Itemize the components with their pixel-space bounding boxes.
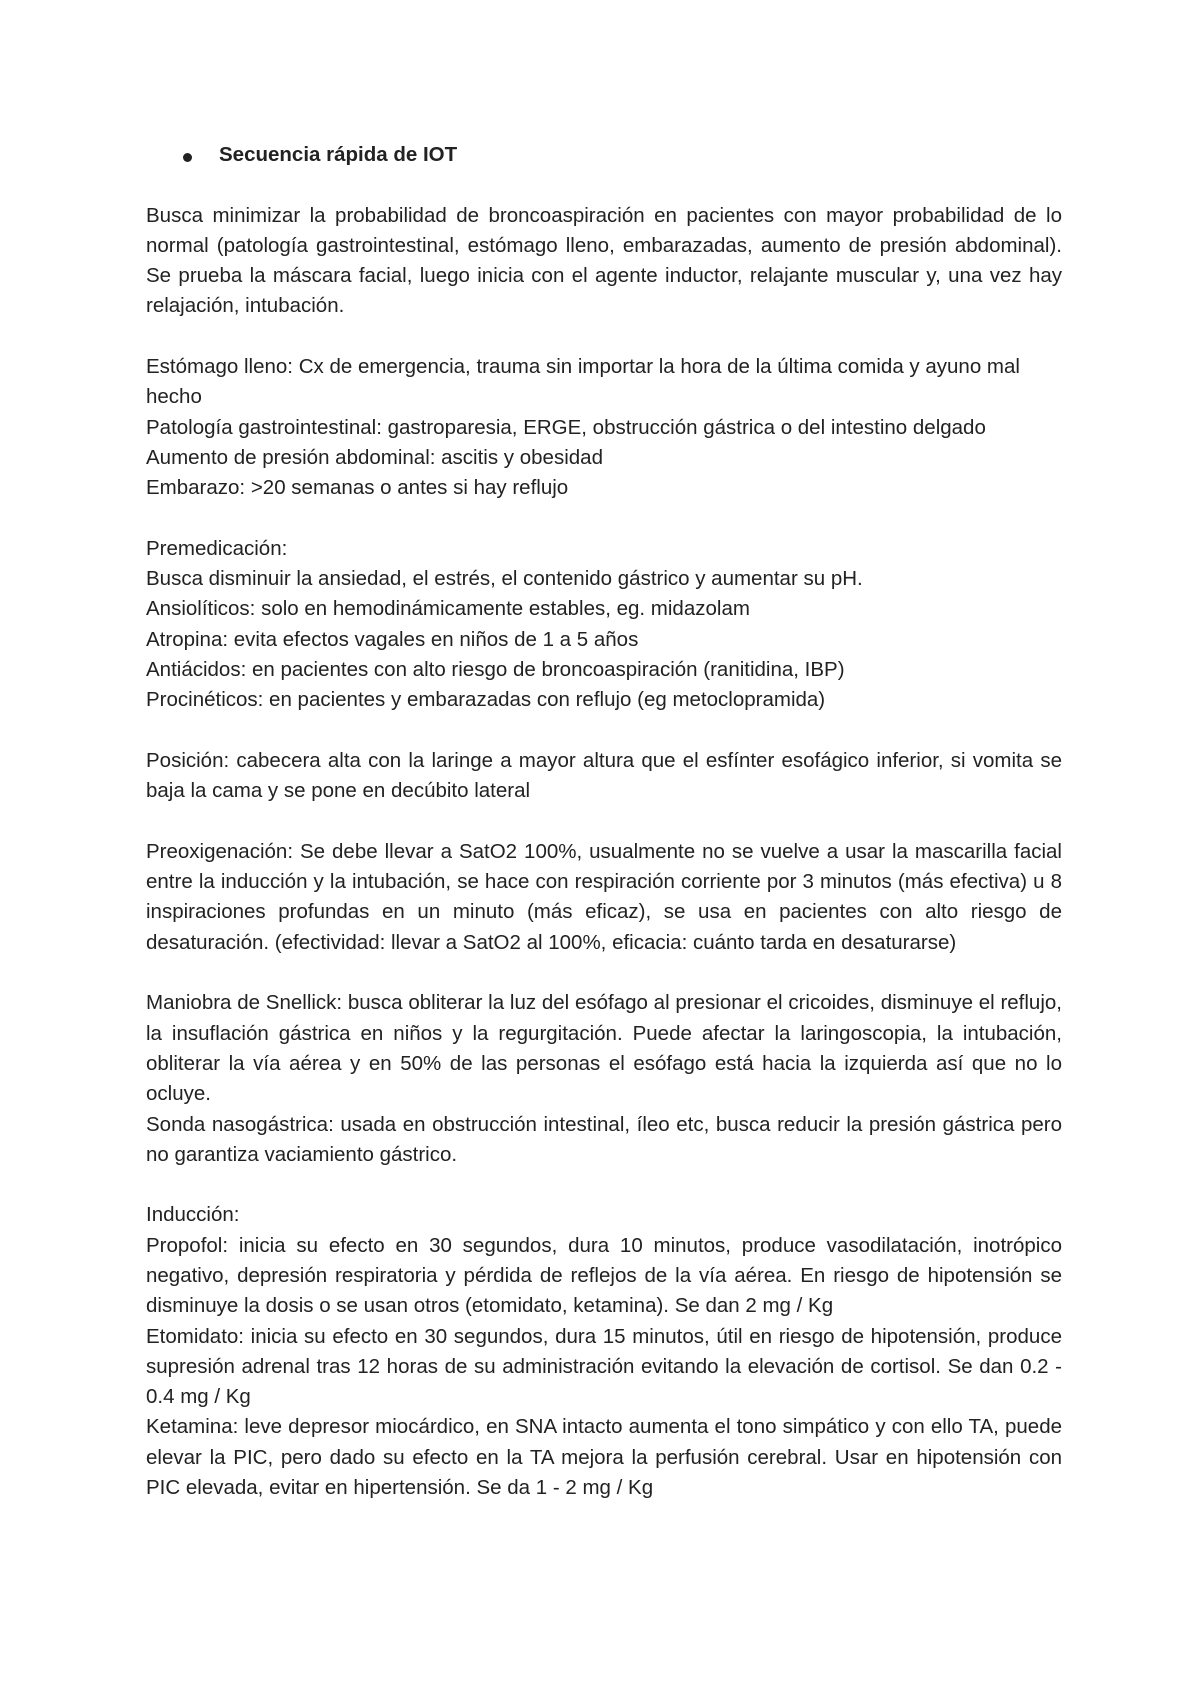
paragraph-line: Etomidato: inicia su efecto en 30 segundos, dura 15 minutos, útil en riesgo de hipotensión, produce supresión adrenal tras 12 horas de su administración evitando la elevación de cortisol. Se dan 0.2 - 0.4 mg / Kg <box>146 1324 1062 1409</box>
paragraph-block <box>146 837 1062 958</box>
paragraph-line: Estómago lleno: Cx de emergencia, trauma sin importar la hora de la última comida y ayuno mal hecho <box>146 355 1020 409</box>
document-page <box>146 140 1062 1534</box>
paragraph-line: Aumento de presión abdominal: ascitis y obesidad <box>146 445 603 469</box>
paragraph-line: Atropina: evita efectos vagales en niños de 1 a 5 años <box>146 627 639 651</box>
paragraph-line: Procinéticos: en pacientes y embarazadas con reflujo (eg metoclopramida) <box>146 688 826 712</box>
paragraph-line: Sonda nasogástrica: usada en obstrucción intestinal, íleo etc, busca reducir la presión gástrica pero no garantiza vaciamiento gástrico. <box>146 1112 1062 1166</box>
section-heading <box>146 140 1062 170</box>
paragraph-line: Antiácidos: en pacientes con alto riesgo de broncoaspiración (ranitidina, IBP) <box>146 658 845 682</box>
heading-text: Secuencia rápida de IOT <box>219 143 458 166</box>
paragraph-line: Ketamina: leve depresor miocárdico, en SNA intacto aumenta el tono simpático y con ello TA, puede elevar la PIC, pero dado su efecto en la TA mejora la perfusión cerebral. Usar en hipotensión con PIC elevada, evitar en hipertensión. Se da 1 - 2 mg / Kg <box>146 1415 1062 1500</box>
paragraph-line: Preoxigenación: Se debe llevar a SatO2 100%, usualmente no se vuelve a usar la mascarilla facial entre la inducción y la intubación, se hace con respiración corriente por 3 minutos (más efectiva) u 8 inspiraciones profundas en un minuto (más eficaz), se usa en pacientes con alto riesgo de desaturación. (efectividad: llevar a SatO2 al 100%, eficacia: cuánto tarda en desaturarse) <box>146 839 1062 954</box>
paragraph-block <box>146 988 1062 1170</box>
paragraph-line: Propofol: inicia su efecto en 30 segundos, dura 10 minutos, produce vasodilatación, inotrópico negativo, depresión respiratoria y pérdida de reflejos de la vía aérea. En riesgo de hipotensión se disminuye la dosis o se usan otros (etomidato, ketamina). Se dan 2 mg / Kg <box>146 1233 1062 1318</box>
paragraph-line: Busca disminuir la ansiedad, el estrés, el contenido gástrico y aumentar su pH. <box>146 567 863 591</box>
paragraph-block <box>146 746 1062 807</box>
paragraph-line: Embarazo: >20 semanas o antes si hay reflujo <box>146 476 569 500</box>
paragraph-line: Posición: cabecera alta con la laringe a mayor altura que el esfínter esofágico inferior, si vomita se baja la cama y se pone en decúbito lateral <box>146 748 1062 803</box>
paragraph-line: Inducción: <box>146 1203 240 1227</box>
document-body <box>146 201 1062 1504</box>
paragraph-block <box>146 352 1062 503</box>
paragraph-block <box>146 1200 1062 1503</box>
paragraph-block <box>146 201 1062 322</box>
paragraph-block <box>146 534 1062 716</box>
bullet-icon <box>183 153 192 162</box>
paragraph-line: Patología gastrointestinal: gastroparesia, ERGE, obstrucción gástrica o del intestino delgado <box>146 415 986 439</box>
paragraph-line: Ansiolíticos: solo en hemodinámicamente estables, eg. midazolam <box>146 597 750 621</box>
paragraph-line: Busca minimizar la probabilidad de broncoaspiración en pacientes con mayor probabilidad de lo normal (patología gastrointestinal, estómago lleno, embarazadas, aumento de presión abdominal). Se prueba la máscara facial, luego inicia con el agente inductor, relajante muscular y, una vez hay relajación, intubación. <box>146 203 1062 318</box>
paragraph-line: Premedicación: <box>146 536 288 560</box>
paragraph-line: Maniobra de Snellick: busca obliterar la luz del esófago al presionar el cricoides, disminuye el reflujo, la insuflación gástrica en niños y la regurgitación. Puede afectar la laringoscopia, la intubación, obliterar la vía aérea y en 50% de las personas el esófago está hacia la izquierda así que no lo ocluye. <box>146 991 1062 1106</box>
